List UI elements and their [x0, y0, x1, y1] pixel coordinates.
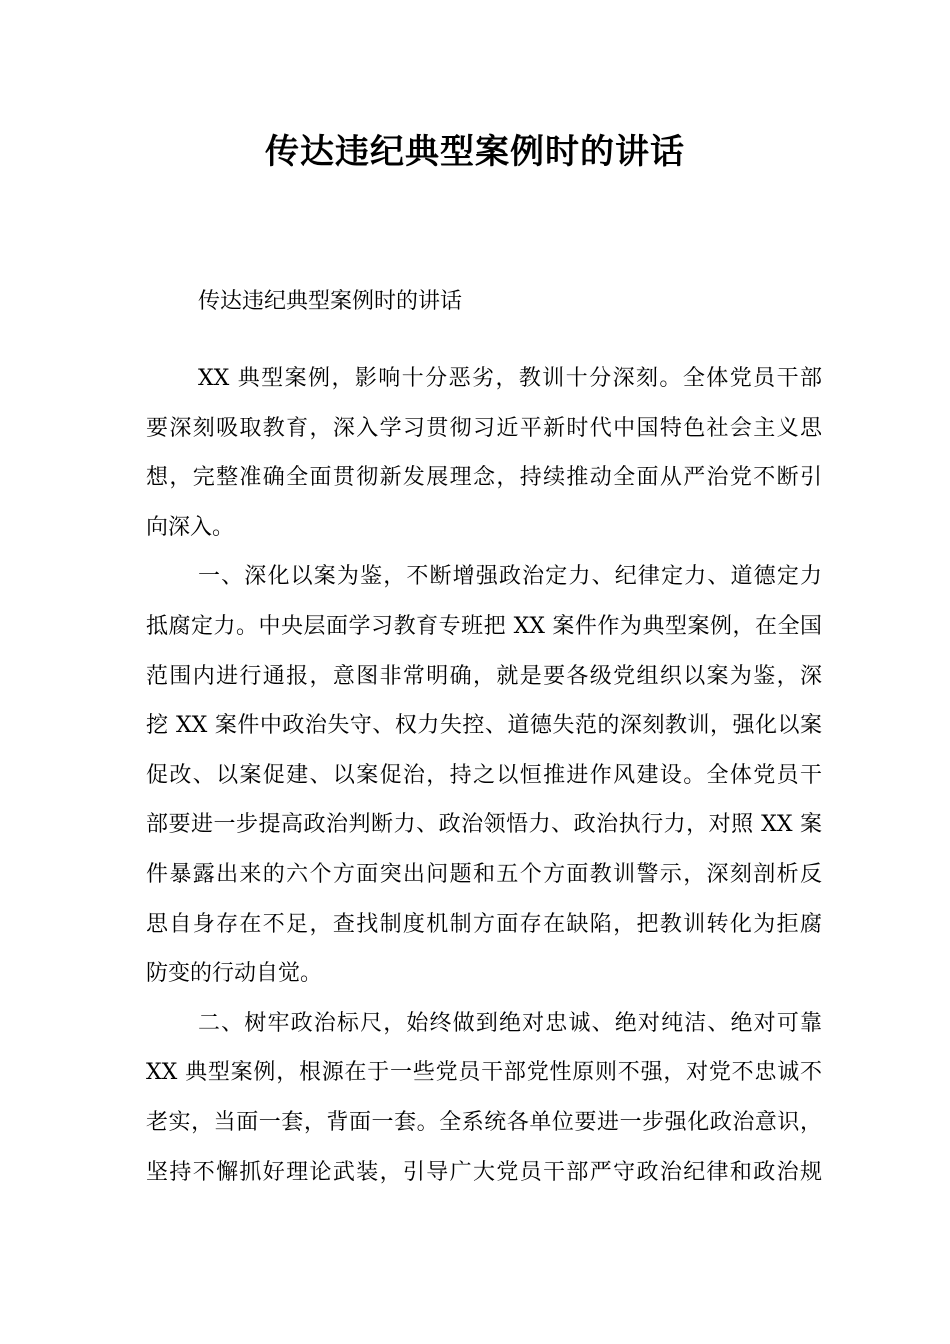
text-line: 坚持不懈抓好理论武装，引导广大党员干部严守政治纪律和政治规	[146, 1159, 822, 1185]
text-line: 挖 XX 案件中政治失守、权力失控、道德失范的深刻教训，强化以案	[146, 713, 822, 739]
text-line: 二、树牢政治标尺，始终做到绝对忠诚、绝对纯洁、绝对可靠	[198, 1010, 822, 1036]
text-line: 防变的行动自觉。	[146, 961, 323, 987]
text-line: 促改、以案促建、以案促治，持之以恒推进作风建设。全体党员干	[146, 762, 822, 788]
text-line: XX 典型案例，根源在于一些党员干部党性原则不强，对党不忠诚不	[146, 1060, 822, 1086]
text-line: 想，完整准确全面贯彻新发展理念，持续推动全面从严治党不断引	[146, 465, 822, 491]
text-line: 老实，当面一套，背面一套。全系统各单位要进一步强化政治意识，	[146, 1109, 822, 1135]
text-line: 抵腐定力。中央层面学习教育专班把 XX 案件作为典型案例，在全国	[146, 613, 822, 639]
text-line: 向深入。	[146, 514, 235, 540]
document-title: 传达违纪典型案例时的讲话	[265, 132, 685, 172]
text-line: 部要进一步提高政治判断力、政治领悟力、政治执行力，对照 XX 案	[146, 812, 822, 838]
text-line: 思自身存在不足，查找制度机制方面存在缺陷，把教训转化为拒腐	[146, 911, 822, 937]
text-line: XX 典型案例，影响十分恶劣，教训十分深刻。全体党员干部	[198, 366, 822, 391]
document-subtitle: 传达违纪典型案例时的讲话	[198, 289, 463, 314]
paragraph-section-one	[146, 552, 822, 998]
paragraph-section-two	[146, 999, 822, 1197]
text-line: 一、深化以案为鉴，不断增强政治定力、纪律定力、道德定力	[198, 564, 822, 590]
paragraph-intro	[146, 354, 822, 552]
text-line: 件暴露出来的六个方面突出问题和五个方面教训警示，深刻剖析反	[146, 861, 822, 887]
text-line: 范围内进行通报，意图非常明确，就是要各级党组织以案为鉴，深	[146, 663, 822, 689]
text-line: 要深刻吸取教育，深入学习贯彻习近平新时代中国特色社会主义思	[146, 415, 822, 441]
document-body	[146, 354, 822, 1197]
